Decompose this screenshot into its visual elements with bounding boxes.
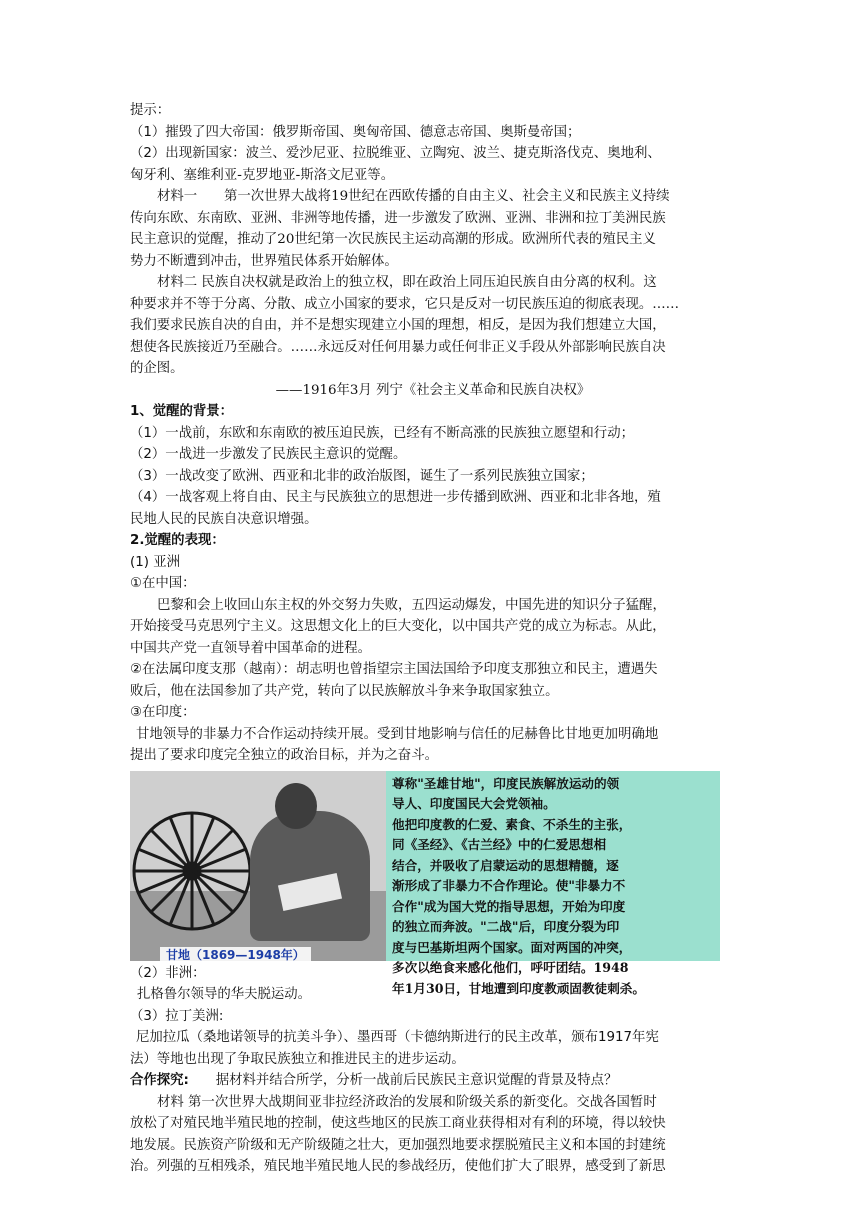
background-item: （2）一战进一步激发了民族民主意识的觉醒。	[130, 447, 407, 462]
background-heading: 1、觉醒的背景：	[130, 404, 234, 419]
india-label: ③在印度：	[130, 705, 196, 720]
document-page	[130, 100, 736, 1178]
background-item: （1）一战前，东欧和东南欧的被压迫民族，已经有不断高涨的民族独立愿望和行动；	[130, 425, 634, 441]
note-line: 年1月30日，甘地遭到印度教顽固教徒刺杀。	[392, 980, 645, 996]
china-line: 中国共产党一直领导着中国革命的进程。	[130, 640, 372, 656]
material1-line: 传向东欧、东南欧、亚洲、非洲等地传播，进一步激发了欧洲、亚洲、非洲和拉丁美洲民族	[130, 210, 666, 226]
background-item: 民地人民的民族自决意识增强。	[130, 511, 318, 527]
material1-line: 民主意识的觉醒，推动了20世纪第一次民族民主运动高潮的形成。欧洲所代表的殖民主义	[130, 232, 656, 247]
note-line: 的独立而奔波。"二战"后，印度分裂为印	[392, 919, 620, 934]
cooperate-material-line: 治。列强的互相残杀，殖民地半殖民地人民的参战经历，使他们扩大了眼界，感受到了新思	[130, 1159, 666, 1174]
latam-label: （3）拉丁美洲:	[130, 1008, 224, 1024]
china-line: 巴黎和会上收回山东主权的外交努力失败，五四运动爆发，中国先进的知识分子猛醒，	[157, 597, 666, 613]
note-line: 多次以绝食来感化他们，呼吁团结。1948	[392, 960, 629, 975]
material2-line: 的企图。	[130, 361, 184, 376]
photo-caption: 甘地（1869—1948年）	[160, 947, 311, 961]
hint-item: （1）摧毁了四大帝国：俄罗斯帝国、奥匈帝国、德意志帝国、奥斯曼帝国；	[130, 124, 581, 140]
cooperate-row	[130, 1070, 736, 1092]
note-line: 同《圣经》、《古兰经》中的仁爱思想相	[392, 837, 607, 852]
cooperate-material-line: 材料 第一次世界大战期间亚非拉经济政治的发展和阶级关系的新变化。交战各国暂时	[157, 1094, 657, 1110]
africa-line: 扎格鲁尔领导的华夫脱运动。	[137, 987, 312, 1002]
note-line: 他把印度教的仁爱、素食、不杀生的主张，	[392, 816, 632, 832]
india-line: 甘地领导的非暴力不合作运动持续开展。受到甘地影响与信任的尼赫鲁比甘地更加明确地	[136, 726, 659, 742]
hint-item: 匈牙利、塞维利亚-克罗地亚-斯洛文尼亚等。	[130, 167, 395, 183]
india-line: 提出了要求印度完全独立的政治目标，并为之奋斗。	[130, 748, 438, 763]
note-line: 渐形成了非暴力不合作理论。使"非暴力不	[392, 878, 626, 893]
background-item: （4）一战客观上将自由、民主与民族独立的思想进一步传播到欧洲、西亚和北非各地，殖	[130, 490, 661, 505]
note-line: 尊称"圣雄甘地"，印度民族解放运动的领	[392, 775, 620, 791]
cooperate-material-line: 放松了对殖民地半殖民地的控制，使这些地区的民族工商业获得相对有利的环境，得以较快	[130, 1116, 666, 1131]
asia-label: (1) 亚洲	[130, 554, 181, 570]
hint-item: （2）出现新国家：波兰、爱沙尼亚、拉脱维亚、立陶宛、波兰、捷克斯洛伐克、奥地利、	[130, 146, 661, 161]
china-label: ①在中国：	[130, 576, 196, 591]
cooperate-material-line: 地发展。民族资产阶级和无产阶级随之壮大，更加强烈地要求摆脱殖民主义和本国的封建统	[130, 1137, 666, 1153]
note-line: 导人、印度国民大会党领袖。	[392, 796, 556, 811]
vietnam-line: ②在法属印度支那（越南）：胡志明也曾指望宗主国法国给予印度支那独立和民主，遭遇失	[130, 662, 658, 677]
material2-line: 我们要求民族自决的自由，并不是想实现建立小国的理想，相反，是因为我们想建立大国，	[130, 318, 666, 333]
china-line: 开始接受马克思列宁主义。这思想文化上的巨大变化，以中国共产党的成立为标志。从此，	[130, 619, 666, 634]
africa-label: （2）非洲：	[130, 965, 206, 981]
vietnam-line: 败后，他在法国参加了共产党，转向了以民族解放斗争来争取国家独立。	[130, 683, 559, 699]
gandhi-photo	[130, 771, 386, 961]
material1-line: 材料一 第一次世界大战将19世纪在西欧传播的自由主义、社会主义和民族主义持续	[157, 189, 670, 204]
latam-line: 法）等地也出现了争取民族独立和推进民主的进步运动。	[130, 1051, 465, 1067]
material1-line: 势力不断遭到冲击，世界殖民体系开始解体。	[130, 253, 398, 269]
note-line: 度与巴基斯坦两个国家。面对两国的冲突，	[392, 939, 632, 955]
gandhi-note	[386, 771, 720, 996]
latam-line: 尼加拉瓜（桑地诺领导的抗美斗争）、墨西哥（卡德纳斯进行的民主改革，颁布1917年宪	[136, 1030, 659, 1045]
cooperate-question: 据材料并结合所学，分析一战前后民族民主意识觉醒的背景及特点？	[188, 1073, 618, 1088]
hint-label: 提示：	[130, 103, 171, 118]
background-item: （3）一战改变了欧洲、西亚和北非的政治版图，诞生了一系列民族独立国家；	[130, 468, 594, 484]
citation: ——1916年3月 列宁《社会主义革命和民族自决权》	[275, 382, 591, 398]
material2-line: 想使各民族接近乃至融合。……永远反对任何用暴力或任何非正义手段从外部影响民族自决	[130, 339, 666, 355]
note-line: 合作"成为国大党的指导思想，开始为印度	[392, 898, 626, 914]
note-line: 结合，并吸收了启蒙运动的思想精髓，逐	[392, 857, 619, 873]
performance-heading: 2.觉醒的表现：	[130, 533, 225, 548]
material2-line: 种要求并不等于分离、分散、成立小国家的要求，它只是反对一切民族压迫的彻底表现。……	[130, 296, 680, 312]
cooperate-label: 合作探究:	[130, 1073, 189, 1088]
material2-line: 材料二 民族自决权就是政治上的独立权，即在政治上同压迫民族自由分离的权利。这	[157, 275, 657, 290]
